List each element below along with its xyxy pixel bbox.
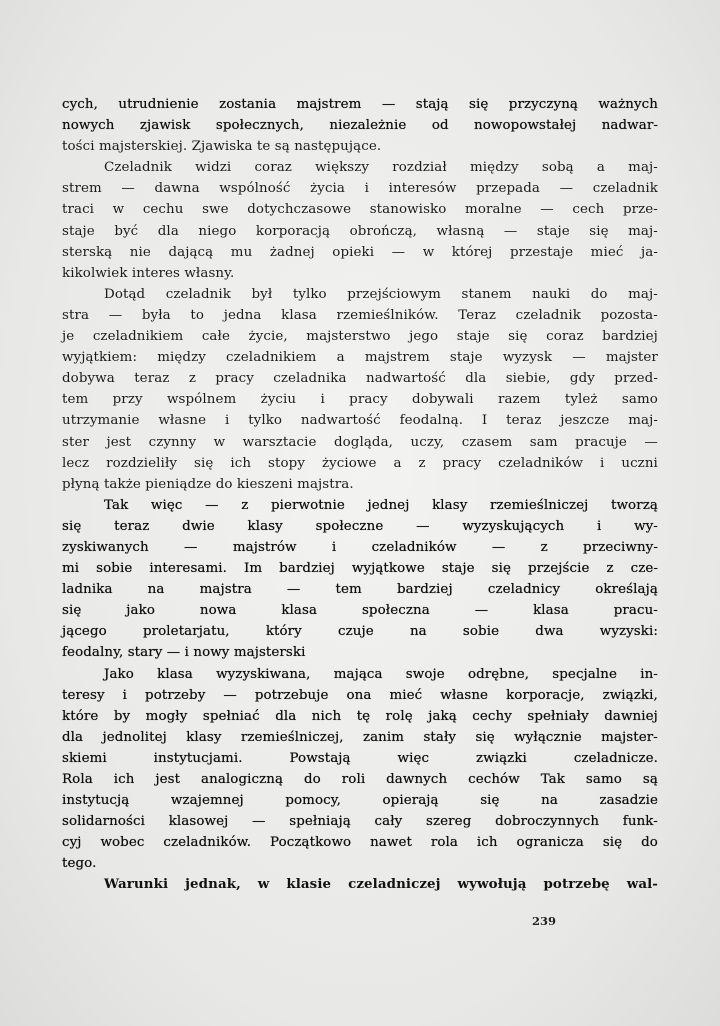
text-line: tości majsterskiej. Zjawiska te są następujące.	[62, 139, 382, 155]
text-line: tego.	[62, 856, 97, 872]
text-line: zyskiwanych — majstrów i czeladników — z przeciwny-	[62, 539, 658, 555]
text-line: cyj wobec czeladników. Początkowo nawet rola ich ogranicza się do	[62, 835, 658, 851]
text-line: kikolwiek interes własny.	[62, 265, 235, 281]
page-number: 239	[532, 914, 557, 928]
text-line: stra — była to jedna klasa rzemieślników. Teraz czeladnik pozosta-	[62, 307, 658, 323]
text-line: ster jest czynny w warsztacie dogląda, uczy, czasem sam pracuje —	[62, 434, 658, 450]
text-line: które by mogły spełniać dla nich tę rolę jaką cechy spełniały dawniej	[62, 708, 658, 724]
text-line: tem przy wspólnem życiu i pracy dobywali razem tyleż samo	[62, 392, 658, 408]
text-line: strem — dawna wspólność życia i interesów przepada — czeladnik	[62, 181, 658, 197]
text-line: ladnika na majstra — tem bardziej czeladnicy określają	[62, 582, 658, 598]
text-line: traci w cechu swe dotychczasowe stanowisko moralne — cech prze-	[62, 202, 658, 218]
text-line: się teraz dwie klasy społeczne — wyzyskujących i wy-	[62, 518, 658, 534]
text-line: teresy i potrzeby — potrzebuje ona mieć własne korporacje, związki,	[62, 687, 658, 703]
text-line: cych, utrudnienie zostania majstrem — stają się przyczyną ważnych	[62, 97, 658, 112]
text-line: sterską nie dającą mu żadnej opieki — w której przestaje mieć ja-	[62, 244, 658, 260]
body-text	[62, 94, 658, 896]
text-line: skiemi instytucjami. Powstają więc związki czeladnicze.	[62, 750, 658, 766]
text-line: lecz rozdzieliły się ich stopy życiowe a z pracy czeladników i uczni	[62, 455, 658, 471]
text-line: feodalny, stary — i nowy majsterski	[62, 645, 306, 661]
text-line: się jako nowa klasa społeczna — klasa pracu-	[62, 603, 658, 619]
text-line: Tak więc — z pierwotnie jednej klasy rzemieślniczej tworzą	[104, 497, 658, 513]
text-line: Rola ich jest analogiczną do roli dawnych cechów Tak samo są	[62, 772, 658, 787]
text-line: staje być dla niego korporacją obrończą, własną — staje się maj-	[62, 223, 658, 239]
text-line: Dotąd czeladnik był tylko przejściowym stanem nauki do maj-	[104, 286, 658, 302]
text-line: je czeladnikiem całe życie, majsterstwo jego staje się coraz bardziej	[62, 329, 658, 345]
text-line: mi sobie interesami. Im bardziej wyjątkowe staje się przejście z cze-	[62, 561, 658, 577]
text-line: nowych zjawisk społecznych, niezależnie od nowopowstałej nadwar-	[62, 118, 658, 134]
text-line: instytucją wzajemnej pomocy, opierają się na zasadzie	[62, 793, 658, 809]
text-line: Czeladnik widzi coraz większy rozdział między sobą a maj-	[104, 160, 658, 176]
text-line: solidarności klasowej — spełniają cały szereg dobroczynnych funk-	[62, 814, 658, 830]
text-line: dla jednolitej klasy rzemieślniczej, zanim stały się wyłącznie majster-	[62, 729, 658, 745]
text-line: utrzymanie własne i tylko nadwartość feodalną. I teraz jeszcze maj-	[62, 413, 658, 429]
text-line: jącego proletarjatu, który czuje na sobie dwa wyzyski:	[62, 624, 658, 640]
text-line: wyjątkiem: między czeladnikiem a majstrem staje wyzysk — majster	[62, 350, 658, 366]
text-line: płyną także pieniądze do kieszeni majstra.	[62, 476, 354, 492]
text-line: Jako klasa wyzyskiwana, mająca swoje odrębne, specjalne in-	[104, 666, 658, 682]
text-line: dobywa teraz z pracy czeladnika nadwartość dla siebie, gdy przed-	[62, 371, 658, 387]
text-line: Warunki jednak, w klasie czeladniczej wywołują potrzebę wal-	[104, 876, 658, 893]
